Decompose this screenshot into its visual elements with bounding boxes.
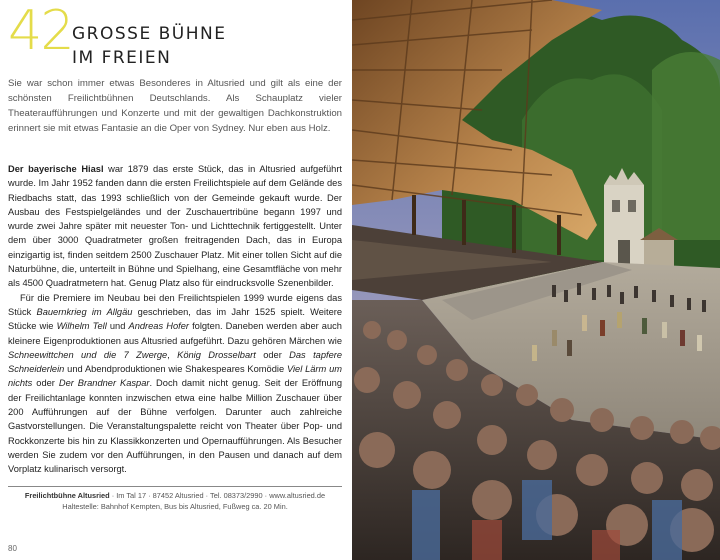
info-transport: Haltestelle: Bahnhof Kempten, Bus bis Altusried, Fußweg ca. 20 Min. [62, 501, 288, 511]
intro-paragraph: Sie war schon immer etwas Besonderes in Altusried und gilt als eine der schönsten Freilichtbühnen Deutschlands. Als Schauplatz vieler Theateraufführungen und Konzerte und mit der gewaltigen Dachkonstruktion erinnert sie mit etwas Fantasie an die Oper von Sydney. Nur eben aus Holz. [8, 78, 342, 134]
play-title: Andreas Hofer [128, 321, 189, 332]
title-line-1: GROSSE BÜHNE [72, 24, 227, 44]
play-title: Das tapfere Schneiderlein [8, 349, 343, 375]
play-title: Wilhelm Tell [56, 321, 107, 332]
body-text [8, 162, 342, 477]
text-page [0, 0, 352, 560]
paragraph-2: Für die Premiere im Neubau bei den Freilichtspielen 1999 wurde eigens das Stück Bauernkrieg im Allgäu geschrieben, das im Jahr 1525 spielt. Weitere Stücke wie Wilhelm Tell und Andreas Hofer folgten. Daneben werden aber auch kleinere Eigenproduktionen aus Altusried aufgeführt. Dazu gehören Märchen wie Schneewittchen und die 7 Zwerge, König Drosselbart oder Das tapfere Schneiderlein und Abendproduktionen wie Shakespeares Komödie Viel Lärm um nichts oder Der Brandner Kaspar. Doch damit nicht genug. Seit der Eröffnung der Freilichtanlage konnten inzwischen etwa eine halbe Million Zuschauer über 200 Aufführungen auf der Bühne verfolgen. Darunter auch zahlreiche Gastvorstellungen. Die Veranstaltungspalette reicht von Theater über Pop- und Rockkonzerte bis hin zu Klassikkonzerten und Opernaufführungen. Als Besucher werden Sie zudem vor den Aufführungen, in den Pausen und danach auf dem Vorplatz kulinarisch versorgt. [8, 292, 343, 475]
play-title: Bauernkrieg im Allgäu [36, 306, 133, 317]
page-number: 80 [8, 544, 17, 553]
info-box [8, 486, 342, 512]
chapter-number: 42 [8, 0, 73, 62]
chapter-title [72, 22, 226, 70]
lead-phrase: Der bayerische Hiasl [8, 164, 104, 174]
play-title: König Drosselbart [177, 349, 256, 360]
play-title: Der Brandner Kaspar [58, 378, 150, 389]
play-title: Schneewittchen und die 7 Zwerge [8, 349, 168, 360]
paragraph-1: Der bayerische Hiasl war 1879 das erste Stück, das in Altusried aufgeführt wurde. Im Jahr 1952 fanden dann die ersten Freilichtspiele auf dem Gelände des Riedbachs statt, das 1993 schließlich von der Gemeinde gekauft wurde. Der Ausbau des Festspielgeländes und der Zuschauertribüne begann 1997 und wurde zwei Jahre später mit neuester Ton- und Lichttechnik fertiggestellt. Unter dem über 3000 Quadratmeter großen freitragenden Dach, das in Europa einzigartig ist, finden seitdem 2500 Zuschauer Platz. Mit einer tollen Sicht auf die Naturbühne, die, unterteilt in Bühne und Spielhang, eine Gesamtfläche von mehr als 4500 Quadratmetern hat. Genug Platz also für eindrucksvolle Szenenbilder. [8, 164, 342, 289]
title-line-2: IM FREIEN [72, 48, 172, 68]
info-address: Freilichtbühne Altusried · Im Tal 17 · 87452 Altusried · Tel. 08373/2990 · www.altusried.de [24, 491, 326, 500]
play-title: Viel Lärm um nichts [8, 364, 342, 389]
theatre-photo [352, 0, 720, 560]
venue-name: Freilichtbühne Altusried [24, 491, 110, 500]
